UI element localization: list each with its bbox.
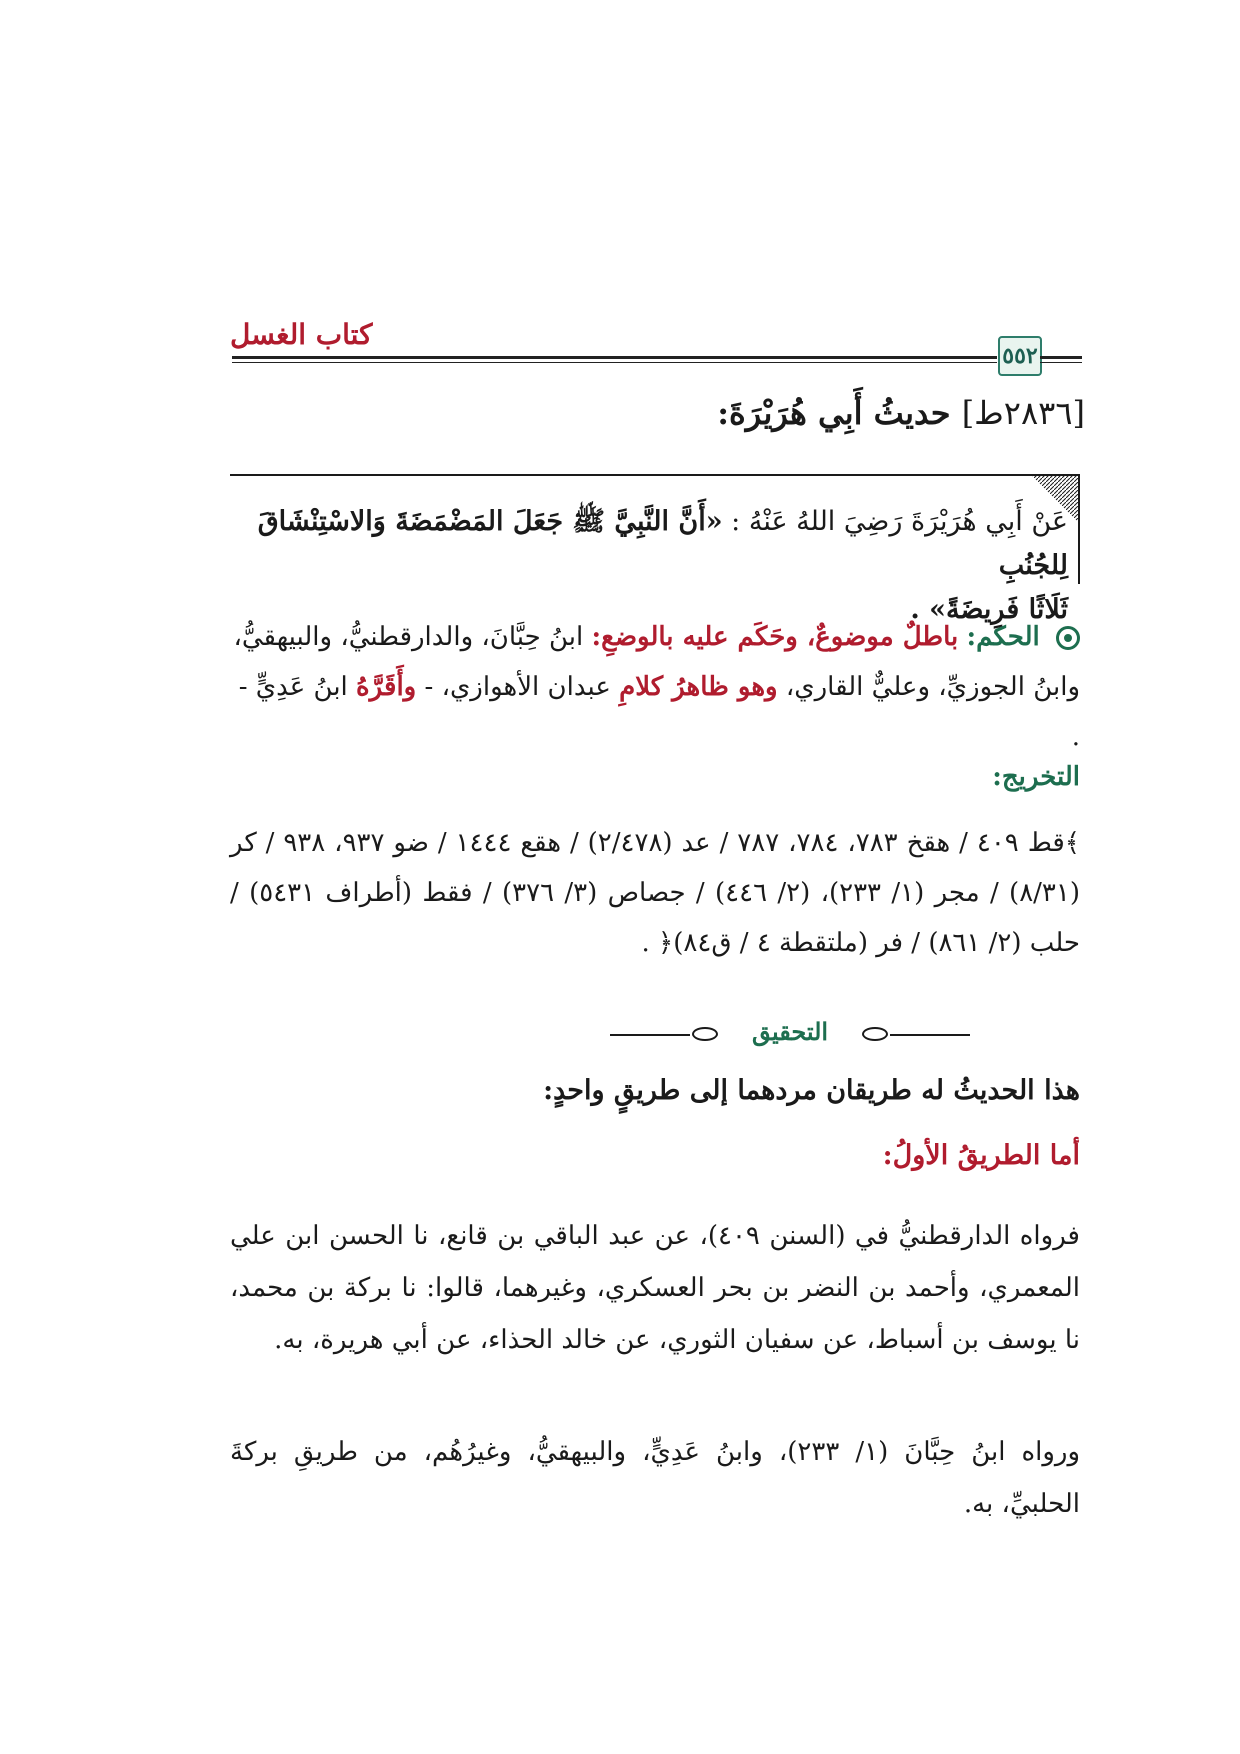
hadith-heading	[480, 394, 1085, 432]
page-number-badge	[998, 336, 1042, 376]
ruling-bullet-icon	[1056, 626, 1080, 650]
divider-ornament-icon	[692, 1027, 718, 1041]
body-paragraph-1: فرواه الدارقطنيُّ في (السنن ٤٠٩)، عن عبد الباقي بن قانع، نا الحسن ابن علي المعمري، وأحمد بن النضر بن بحر العسكري، وغيرهما، قالوا: نا بركة بن محمد، نا يوسف بن أسباط، عن سفيان الثوري، عن خالد الحذاء، عن أبي هريرة، به.	[230, 1221, 1080, 1355]
hadith-matn-line1: «أَنَّ النَّبِيَّ ﷺ جَعَلَ المَضْمَضَةَ وَالاسْتِنْشَاقَ لِلجُنُبِ	[257, 506, 1068, 581]
first-path-heading: أما الطريقُ الأولُ:	[882, 1140, 1080, 1171]
ruling-apparent-label: وهو ظاهرُ كلامِ	[619, 672, 778, 702]
ruling-scholars: ابنُ حِبَّانَ، والدارقطنيُّ، والبيهقيُّ، وابنُ الجوزيِّ، وعليٌّ القاري،	[233, 622, 1080, 702]
takhrij-heading: التخريج:	[992, 762, 1080, 792]
ruling-label: الحكم:	[966, 622, 1040, 652]
ruling-paragraph	[230, 612, 1080, 762]
tahqiq-heading: التحقيق	[751, 1017, 829, 1046]
hadith-number: [٢٨٣٦ط]	[961, 394, 1085, 432]
divider-ornament-icon	[862, 1027, 888, 1041]
ruling-apparent-rest: عبدان الأهوازي،	[441, 672, 611, 702]
tahqiq-divider	[610, 1017, 970, 1047]
takhrij-text: ﴾قط ٤٠٩ / هقخ ٧٨٣، ٧٨٤، ٧٨٧ / عد (٢/٤٧٨) / هقع ١٤٤٤ / ضو ٩٣٧، ٩٣٨ / كر (٨/٣١) / مجر (١/ ٢٣٣)، (٢/ ٤٤٦) / جصاص (٣/ ٣٧٦) / فقط (أطراف ٥٤٣١) / حلب (٢/ ٨٦١) / فر (ملتقطة ٤ / ق٨٤)﴿ .	[230, 828, 1081, 958]
hadith-narrator: عَنْ أَبِي هُرَيْرَةَ رَضِيَ اللهُ عَنْهُ :	[731, 506, 1068, 537]
book-title: كتاب الغسل	[230, 318, 373, 351]
header-rule	[232, 356, 997, 363]
header-rule-short	[1040, 356, 1082, 363]
ruling-verdict: باطلٌ موضوعٌ، وحَكَم عليه بالوضعِ:	[591, 622, 959, 652]
ruling-dash: -	[424, 672, 434, 702]
body-paragraph-2: ورواه ابنُ حِبَّانَ (١/ ٢٣٣)، وابنُ عَدِيٍّ، والبيهقيُّ، وغيرُهُم، من طريقِ بركةَ الحلبيِّ، به.	[230, 1437, 1080, 1519]
page-number: ٥٥٢	[1002, 343, 1038, 369]
tahqiq-intro: هذا الحديثُ له طريقان مردهما إلى طريقٍ واحدٍ:	[543, 1075, 1080, 1106]
hadith-title: حديثُ أَبِي هُرَيْرَةَ:	[717, 394, 951, 432]
hadith-matn-line2: ثَلَاثًا فَرِيضَةً» .	[910, 594, 1068, 625]
divider-line-right	[890, 1034, 970, 1036]
ruling-acknowledged-rest: ابنُ عَدِيٍّ - .	[238, 672, 1080, 752]
divider-line-left	[610, 1034, 690, 1036]
ruling-acknowledged-label: وأَقَرَّهُ	[356, 672, 417, 702]
